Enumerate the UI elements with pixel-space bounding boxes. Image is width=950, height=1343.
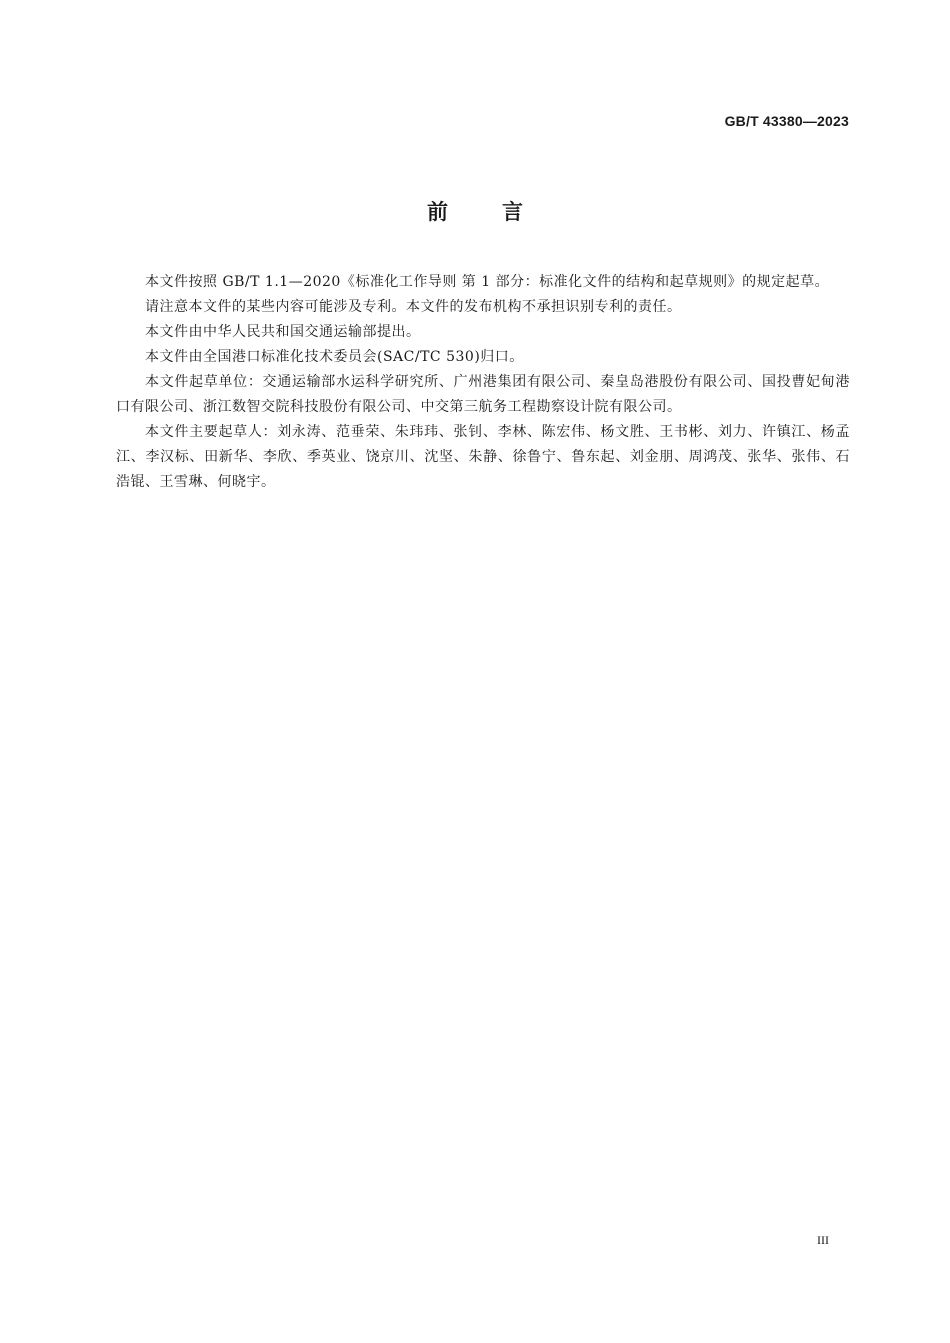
foreword-body bbox=[116, 270, 850, 495]
page-title: 前言 bbox=[427, 200, 577, 224]
paragraph-drafters: 本文件主要起草人：刘永涛、范垂荣、朱玮玮、张钊、李林、陈宏伟、杨文胜、王书彬、刘力、许镇江、杨孟江、李汉标、田新华、李欣、季英业、饶京川、沈坚、朱静、徐鲁宁、鲁东起、刘金朋、周鸿茂、张华、张伟、石浩锟、王雪琳、何晓宇。 bbox=[116, 424, 850, 490]
page-number: III bbox=[817, 1233, 829, 1247]
paragraph-patent-notice: 请注意本文件的某些内容可能涉及专利。本文件的发布机构不承担识别专利的责任。 bbox=[145, 299, 682, 315]
standard-number: GB/T 43380—2023 bbox=[724, 113, 849, 129]
paragraph-proposer: 本文件由中华人民共和国交通运输部提出。 bbox=[145, 324, 421, 340]
paragraph-drafting-units: 本文件起草单位：交通运输部水运科学研究所、广州港集团有限公司、秦皇岛港股份有限公司、国投曹妃甸港口有限公司、浙江数智交院科技股份有限公司、中交第三航务工程勘察设计院有限公司。 bbox=[116, 374, 850, 415]
paragraph-drafting-rules: 本文件按照 GB/T 1.1—2020《标准化工作导则 第 1 部分：标准化文件的结构和起草规则》的规定起草。 bbox=[145, 274, 830, 290]
paragraph-committee: 本文件由全国港口标准化技术委员会(SAC/TC 530)归口。 bbox=[145, 349, 524, 365]
